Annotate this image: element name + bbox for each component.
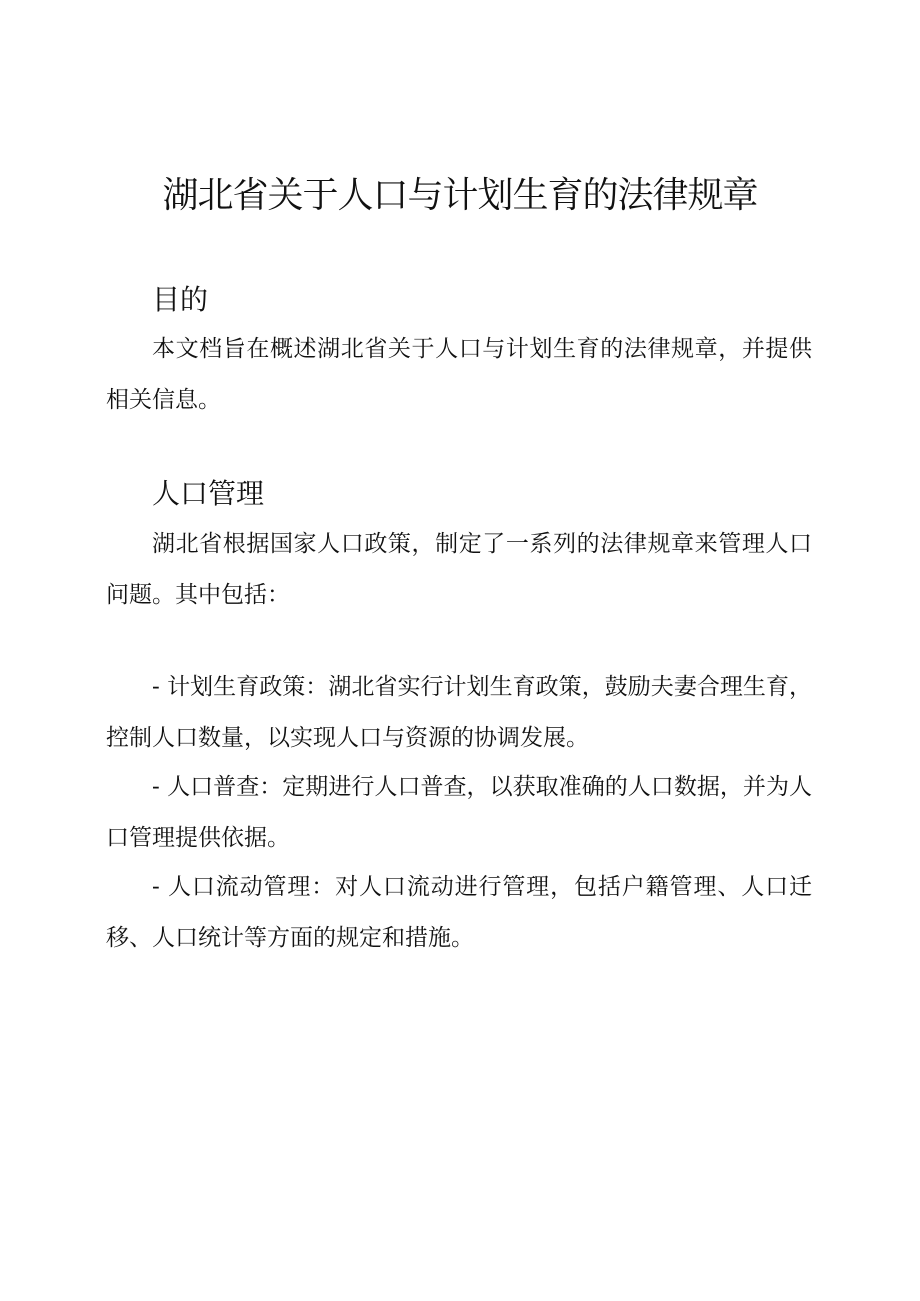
list-item-family-planning-policy: - 计划生育政策：湖北省实行计划生育政策，鼓励夫妻合理生育，控制人口数量，以实现人口与资源的协调发展。: [106, 674, 812, 751]
list-item-population-census: - 人口普查：定期进行人口普查，以获取准确的人口数据，并为人口管理提供依据。: [106, 774, 812, 851]
purpose-paragraph: 本文档旨在概述湖北省关于人口与计划生育的法律规章，并提供相关信息。: [106, 336, 812, 413]
section-heading-purpose: 目的: [152, 283, 209, 316]
population-management-intro-paragraph: 湖北省根据国家人口政策，制定了一系列的法律规章来管理人口问题。其中包括：: [106, 531, 812, 608]
list-item-population-mobility-management: - 人口流动管理：对人口流动进行管理，包括户籍管理、人口迁移、人口统计等方面的规定和措施。: [106, 874, 812, 951]
section-heading-population-management: 人口管理: [152, 477, 265, 510]
document-title: 湖北省关于人口与计划生育的法律规章: [162, 175, 758, 216]
